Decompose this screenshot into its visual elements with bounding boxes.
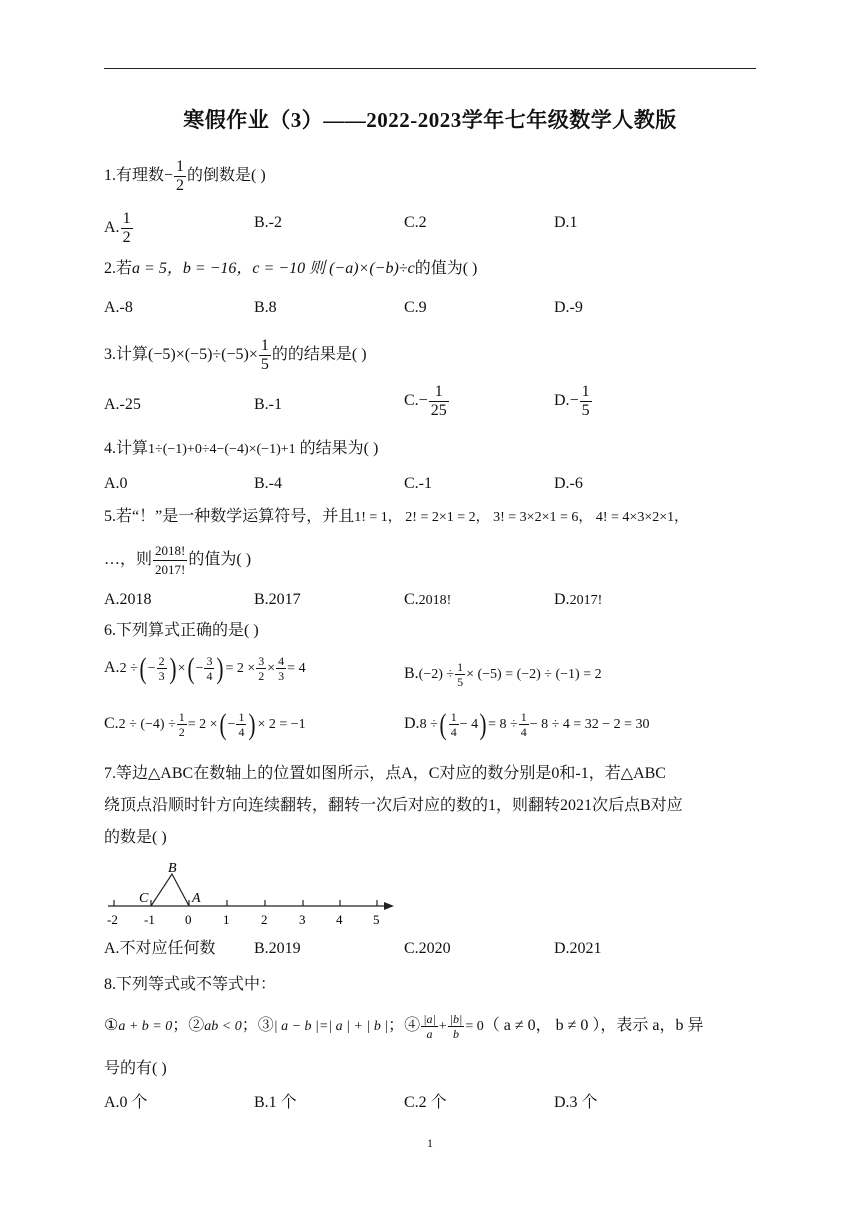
q5-c-label: C.: [404, 591, 419, 608]
axis-arrow-icon: [384, 902, 394, 910]
q6-a-frac2-den: 4: [206, 669, 213, 683]
q5-frac-num: 2018!: [153, 542, 187, 561]
q6-a-frac3: [256, 654, 266, 683]
page-number: 1: [427, 1136, 433, 1150]
q6-c-result: × 2 = −1: [257, 717, 306, 733]
q8-item3-mark: ；③: [241, 1017, 274, 1035]
q4-option-b[interactable]: B.-4: [254, 475, 282, 492]
q6-d-result: − 8 ÷ 4 = 32 − 2 = 30: [529, 717, 650, 733]
tick-label: -1: [144, 912, 155, 927]
q2-option-c[interactable]: C.9: [404, 299, 427, 316]
q1-stem: 1.有理数: [104, 167, 165, 185]
q2-expression: a = 5，b = −16，c = −10 则 (−a)×(−b)÷c: [132, 260, 415, 277]
q5-frac-den: 2017!: [155, 562, 186, 577]
question-7-line1: 7.等边△ABC在数轴上的位置如图所示，点A，C对应的数分别是0和-1，若△ABC: [104, 765, 666, 782]
q6-a-frac2-num: 3: [206, 654, 213, 668]
q6-b-frac-num: 1: [457, 660, 464, 674]
question-7-line3: 的数是( ): [104, 829, 167, 846]
question-8-line2: [104, 1012, 704, 1041]
q6-d-frac1: [449, 710, 459, 739]
q6-a-frac3-den: 2: [258, 669, 265, 683]
question-7-line2: 绕顶点沿顺时针方向连续翻转，翻转一次后对应的数的1，则翻转2021次后点B对应: [104, 797, 683, 814]
q5-definition: 1! = 1， 2! = 2×1 = 2， 3! = 3×2×1 = 6， 4! = 4×3×2×1，: [354, 510, 689, 525]
tick-label: 3: [299, 912, 306, 927]
q3-c-den: 25: [430, 402, 447, 419]
q5-stem: 5.若“！”是一种数学运算符号，并且: [104, 508, 355, 525]
q6-d-frac2: [519, 710, 529, 739]
label-a: A: [192, 891, 201, 906]
q5-option-c[interactable]: [404, 589, 451, 612]
q6-c-label: C.: [104, 715, 119, 733]
tick-label: 5: [373, 912, 380, 927]
q1-frac-num: 1: [176, 158, 185, 175]
question-5-line1: [104, 506, 688, 529]
q6-c-frac1-num: 1: [178, 710, 185, 724]
q6-d-frac1-num: 1: [450, 710, 457, 724]
q3-option-b[interactable]: B.-1: [254, 396, 282, 413]
q1-option-b[interactable]: B.-2: [254, 214, 282, 231]
q3-option-c[interactable]: C.− $\frac{1}{25}$: [404, 383, 447, 419]
question-4: [104, 438, 378, 461]
tick-label: -2: [107, 912, 118, 927]
q3-c-num: 1: [429, 383, 449, 402]
question-8-line3: 号的有( ): [104, 1060, 167, 1077]
q8-item2-mark: ；②: [172, 1017, 205, 1035]
question-1: [104, 158, 266, 195]
q8-condition: （ a ≠ 0， b ≠ 0 ），表示 a，b 异: [483, 1017, 704, 1035]
tick-label: 2: [261, 912, 268, 927]
question-6: 6.下列算式正确的是( ): [104, 622, 259, 639]
question-8-line1: 8.下列等式或不等式中：: [104, 976, 277, 993]
q6-a-result: = 4: [287, 661, 306, 677]
q1-frac-den: 2: [176, 177, 185, 194]
q3-c-fraction: [429, 383, 449, 420]
q4-expression: 1÷(−1)+0÷4−(−4)×(−1)+1: [148, 442, 296, 457]
q7-option-b[interactable]: B.2019: [254, 940, 301, 957]
q4-option-a[interactable]: A.0: [104, 475, 128, 492]
q8-item4-mark: ；④: [388, 1017, 421, 1035]
q3-d-num: 1: [581, 383, 590, 400]
q6-d-frac2-den: 4: [520, 725, 527, 739]
q7-option-d[interactable]: D.2021: [554, 940, 602, 957]
q6-a-label: A.: [104, 659, 120, 677]
q4-post: 的结果为( ): [299, 440, 379, 457]
q3-stem: 3.计算: [104, 346, 149, 364]
q8-option-d[interactable]: D.3 个: [554, 1094, 598, 1111]
q6-option-b[interactable]: [404, 660, 602, 689]
q8-option-c[interactable]: C.2 个: [404, 1094, 447, 1111]
q8-option-b[interactable]: B.1 个: [254, 1094, 297, 1111]
question-3: [104, 337, 367, 374]
q6-b-frac-den: 5: [457, 675, 464, 689]
q5-option-b[interactable]: B.2017: [254, 591, 301, 608]
q3-frac-num: 1: [260, 337, 269, 354]
q1-a-label: A.: [104, 219, 120, 237]
q6-c-frac1: [177, 710, 187, 739]
q6-c-frac2-den: 4: [238, 725, 245, 739]
question-5-line2: [104, 542, 251, 579]
q6-a-frac3-num: 3: [258, 654, 265, 668]
q8-item2: ab < 0: [204, 1019, 242, 1035]
q6-a-part2: = 2 ×: [225, 661, 256, 677]
q6-a-part: 2 ÷: [119, 661, 138, 677]
label-c: C: [139, 891, 149, 906]
q3-option-a[interactable]: A.-25: [104, 396, 141, 413]
number-line-figure: [104, 858, 404, 930]
q2-stem: 2.若: [104, 260, 133, 277]
q6-d-minus: − 4: [459, 717, 479, 733]
q8-item1: a + b = 0: [118, 1019, 173, 1035]
q8-frac2-num: |b|: [449, 1012, 463, 1026]
q6-a-frac4-den: 3: [278, 669, 285, 683]
q6-a-frac2: [204, 654, 214, 683]
q6-c-part2: = 2 ×: [187, 717, 218, 733]
q2-option-d[interactable]: D.-9: [554, 299, 583, 316]
q6-a-frac1-den: 3: [158, 669, 165, 683]
q5-d-label: D.: [554, 591, 570, 608]
q6-c-frac1-den: 2: [178, 725, 185, 739]
q3-d-fraction: [580, 383, 592, 420]
q8-item4-frac2: [448, 1012, 465, 1041]
q6-b-part: (−2) ÷: [418, 667, 455, 683]
q5-post: 的值为( ): [188, 551, 252, 569]
tick-label: 0: [185, 912, 192, 927]
q1-a-fraction: [121, 210, 133, 247]
q6-d-part2: = 8 ÷: [488, 717, 518, 733]
header-rule: [104, 68, 756, 69]
q8-plus: +: [438, 1019, 447, 1035]
q6-b-label: B.: [404, 665, 419, 683]
q6-d-frac1-den: 4: [450, 725, 457, 739]
question-2: [104, 258, 477, 280]
q3-c-label: C.: [404, 392, 419, 410]
q4-option-d[interactable]: D.-6: [554, 475, 583, 492]
q6-d-frac2-num: 1: [520, 710, 527, 724]
q6-option-c[interactable]: C.2 ÷ (−4) ÷ $\frac{1}{2}$ = 2 ×( − $\frac{1}{4}$ ) × 2 = −1: [104, 707, 306, 741]
q6-a-frac1: [157, 654, 167, 683]
q6-a-times2: ×: [267, 661, 276, 677]
q6-a-frac1-num: 2: [158, 654, 165, 668]
q1-post: 的倒数是( ): [187, 167, 266, 185]
q8-frac2-den: b: [453, 1027, 459, 1041]
q6-a-frac4-num: 4: [278, 654, 285, 668]
q8-item1-mark: ①: [104, 1017, 119, 1035]
label-b: B: [168, 861, 177, 876]
q5-option-d[interactable]: [554, 589, 602, 612]
q6-c-part: 2 ÷ (−4) ÷: [118, 717, 176, 733]
q2-post: 的值为( ): [414, 260, 478, 277]
q8-equals: = 0: [465, 1019, 484, 1035]
triangle-abc: [151, 874, 189, 906]
q6-d-label: D.: [404, 715, 420, 733]
q3-post: 的的结果是( ): [271, 346, 367, 364]
q6-option-d[interactable]: D.8 ÷( $\frac{1}{4}$ − 4) = 8 ÷ $\frac{1}{4}$ − 8 ÷ 4 = 32 − 2 = 30: [404, 707, 650, 741]
q2-option-a[interactable]: A.-8: [104, 299, 133, 316]
q4-option-c[interactable]: C.-1: [404, 475, 432, 492]
q5-d-value: 2017!: [569, 593, 603, 608]
q5-option-a[interactable]: A.2018: [104, 591, 152, 608]
q4-stem: 4.计算: [104, 440, 149, 457]
q6-b-result: × (−5) = (−2) ÷ (−1) = 2: [466, 667, 602, 683]
q3-d-label: D.: [554, 392, 570, 410]
q6-option-a[interactable]: A.2 ÷( − $\frac{2}{3}$ ) ×( − $\frac{3}{4}$ ) = 2 × $\frac{3}{2}$ × $\frac{4}{3}$ = 4: [104, 651, 306, 685]
q7-option-c[interactable]: C.2020: [404, 940, 451, 957]
q1-a-num: 1: [122, 210, 131, 227]
q5-fraction: [153, 542, 187, 579]
q5-c-value: 2018!: [418, 593, 452, 608]
q3-frac-den: 5: [260, 356, 269, 373]
q3-option-d[interactable]: D.− $\frac{1}{5}$: [554, 383, 590, 419]
q1-option-d[interactable]: D.1: [554, 214, 578, 231]
q2-option-b[interactable]: B.8: [254, 299, 277, 316]
q3-d-den: 5: [581, 402, 590, 419]
q8-item4-frac1: [421, 1012, 438, 1041]
q6-c-frac2: [236, 710, 246, 739]
q1-sign: −: [164, 167, 174, 185]
tick-label: 1: [223, 912, 230, 927]
q8-frac1-num: |a|: [423, 1012, 436, 1026]
q1-a-den: 2: [122, 229, 131, 246]
q8-option-a[interactable]: A.0 个: [104, 1094, 148, 1111]
q1-fraction: [174, 158, 186, 195]
q8-frac1-den: a: [426, 1027, 433, 1041]
q6-a-times: ×: [177, 661, 186, 677]
tick-label: 4: [336, 912, 343, 927]
q6-a-frac4: [276, 654, 286, 683]
q3-fraction: [259, 337, 271, 374]
q7-option-a[interactable]: A.不对应任何数: [104, 940, 216, 957]
q1-option-a[interactable]: [104, 210, 134, 247]
q5-then: …，则: [104, 551, 153, 569]
q1-option-c[interactable]: C.2: [404, 214, 427, 231]
q6-b-frac: [455, 660, 465, 689]
q3-expression: (−5)×(−5)÷(−5)×: [148, 346, 258, 364]
q6-d-part: 8 ÷: [419, 717, 438, 733]
q6-c-frac2-num: 1: [238, 710, 245, 724]
q8-item3: | a − b |=| a | + | b |: [273, 1019, 389, 1035]
page-title: 寒假作业（3）——2022-2023学年七年级数学人教版: [183, 108, 677, 132]
